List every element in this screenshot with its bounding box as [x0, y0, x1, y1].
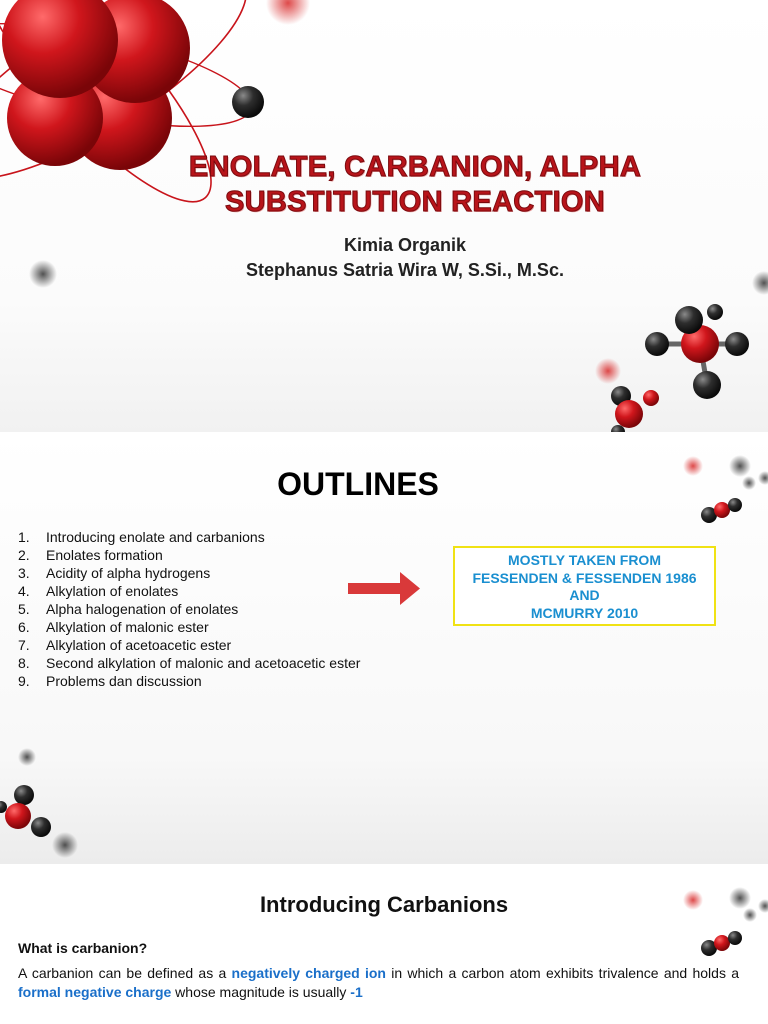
source-line: FESSENDEN & FESSENDEN 1986 [472, 569, 697, 586]
title-line-1: ENOLATE, CARBANION, ALPHA [188, 151, 642, 183]
author-name: Stephanus Satria Wira W, S.Si., M.Sc. [246, 260, 564, 280]
outline-item-text: Alpha halogenation of enolates [46, 601, 239, 617]
outline-item: 1. Introducing enolate and carbanions [18, 529, 265, 545]
highlight-term: formal negative charge [18, 984, 172, 1000]
source-line: MCMURRY 2010 [530, 604, 639, 621]
title-line-2: SUBSTITUTION REACTION [224, 186, 606, 218]
presentation-title [0, 150, 768, 220]
title-slide [0, 0, 768, 432]
question-text: What is carbanion? [18, 940, 148, 956]
outline-item-text: Alkylation of malonic ester [46, 619, 209, 635]
highlight-term: -1 [350, 984, 363, 1000]
outlines-slide [0, 432, 768, 864]
slide-heading: Introducing Carbanions [259, 892, 509, 917]
outline-item-text: Enolates formation [46, 547, 163, 563]
outline-item: 4. Alkylation of enolates [18, 583, 179, 599]
outline-item-text: Introducing enolate and carbanions [46, 529, 265, 545]
source-box [453, 546, 716, 626]
outline-item-text: Alkylation of acetoacetic ester [46, 637, 232, 653]
carbanion-slide [0, 864, 768, 1024]
outline-item: 6. Alkylation of malonic ester [18, 619, 209, 635]
course-name: Kimia Organik [343, 235, 467, 255]
outline-item-text: Problems dan discussion [46, 673, 202, 689]
outlines-heading: OUTLINES [277, 466, 439, 502]
outline-item-text: Alkylation of enolates [46, 583, 179, 599]
outline-item-text: Second alkylation of malonic and acetoacetic ester [46, 655, 361, 671]
outline-item: 9. Problems dan discussion [18, 673, 202, 689]
outline-item: 5. Alpha halogenation of enolates [18, 601, 239, 617]
right-arrow-icon [348, 572, 422, 606]
definition-paragraph: A carbanion can be defined as a negatively charged ion in which a carbon atom exhibits trivalence and holds a formal negative charge whose magnitude is usually -1 [18, 965, 739, 1000]
outline-list [18, 528, 360, 690]
source-line: AND [569, 587, 600, 604]
presentation-subtitle [0, 233, 768, 283]
outline-item: 8. Second alkylation of malonic and acetoacetic ester [18, 655, 361, 671]
source-line: MOSTLY TAKEN FROM [508, 552, 661, 568]
outline-item: 7. Alkylation of acetoacetic ester [18, 637, 232, 653]
outline-item: 2. Enolates formation [18, 547, 163, 563]
outline-item-text: Acidity of alpha hydrogens [46, 565, 211, 581]
outline-item: 3. Acidity of alpha hydrogens [18, 565, 211, 581]
highlight-term: negatively charged ion [231, 965, 386, 981]
